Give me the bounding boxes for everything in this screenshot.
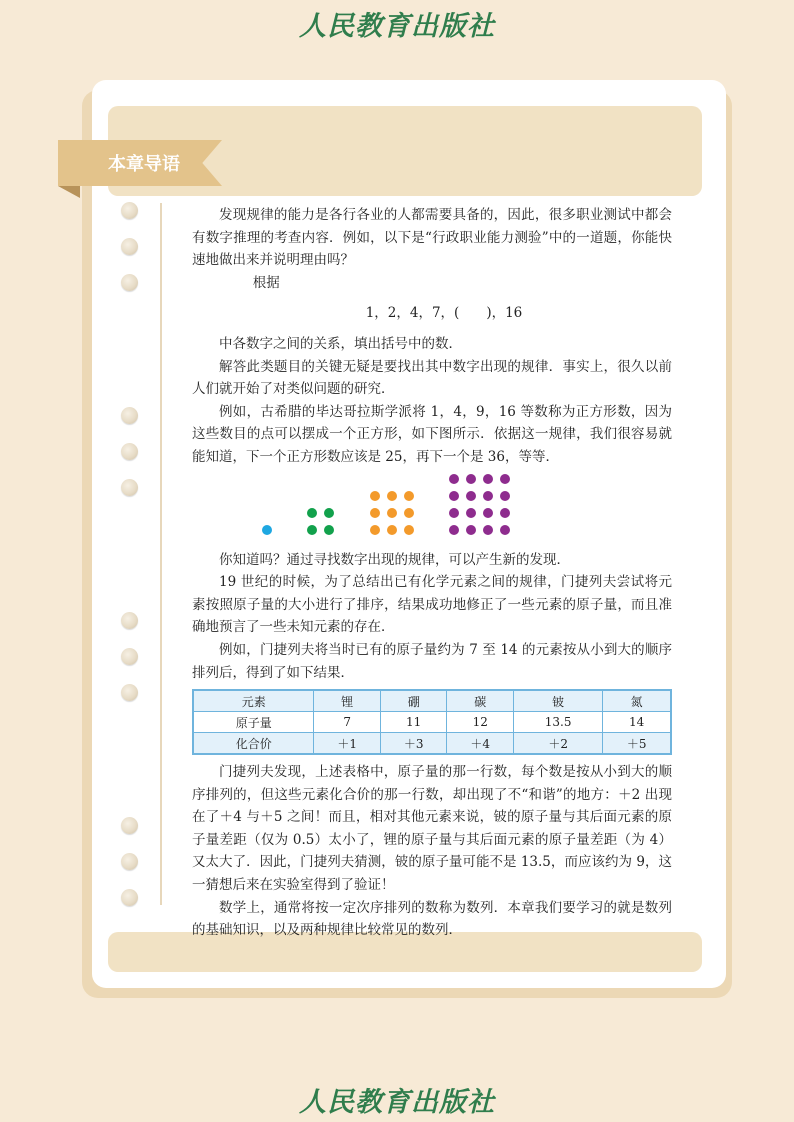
square-dot — [449, 491, 459, 501]
square-dot — [466, 474, 476, 484]
square-dot — [370, 491, 380, 501]
paragraph: 发现规律的能力是各行各业的人都需要具备的，因此，很多职业测试中都会有数字推理的考查内容．例如，以下是“行政职业能力测验”中的一道题，你能快速地做出来并说明理由吗？ — [192, 207, 672, 269]
number-sequence: 1，2，4，7，( )，16 — [365, 305, 523, 322]
square-dot — [370, 525, 380, 535]
square-dot — [466, 525, 476, 535]
square-dot — [370, 508, 380, 518]
square-dot — [324, 525, 334, 535]
square-dot — [324, 508, 334, 518]
binder-hole — [121, 612, 138, 629]
square-dot — [449, 474, 459, 484]
table-cell: ＋2 — [513, 733, 602, 755]
table-cell: 锂 — [314, 690, 381, 712]
paragraph: 19 世纪的时候，为了总结出已有化学元素之间的规律，门捷列夫尝试将元素按照原子量的大小进行了排序，结果成功地修正了一些元素的原子量，而且准确地预言了一些未知元素的存在． — [192, 574, 672, 636]
table-row — [193, 712, 671, 733]
table-cell: 铍 — [513, 690, 602, 712]
table-cell: 7 — [314, 712, 381, 733]
square-dot — [404, 525, 414, 535]
binder-hole — [121, 853, 138, 870]
margin-line — [160, 203, 162, 905]
table-cell: 硼 — [380, 690, 447, 712]
binder-hole — [121, 202, 138, 219]
square-dot — [404, 508, 414, 518]
square-dot — [500, 508, 510, 518]
paragraph: 门捷列夫发现，上述表格中，原子量的那一行数，每个数是按从小到大的顺序排列的，但这些元素化合价的那一行数，却出现了不“和谐”的地方：＋2 出现在了＋4 与＋5 之间！而且，相对其他元素来说，铍的原子量与其后面元素的原子量差距（仅为 0.5）太小了，锂的原子量与其后面元素的原子量差距（为 4）又太大了．因此，门捷列夫猜测，铍的原子量可能不是 13.5，而应该约为 9，这一猜想后来在实验室得到了验证！ — [192, 764, 672, 894]
square-dot — [449, 525, 459, 535]
chapter-intro-text — [192, 204, 672, 942]
paragraph: 数学上，通常将按一定次序排列的数称为数列．本章我们要学习的就是数列的基础知识，以及两种规律比较常见的数列． — [192, 899, 672, 939]
square-dot — [483, 491, 493, 501]
square-dot — [404, 491, 414, 501]
table-cell: 14 — [603, 712, 671, 733]
paragraph: 中各数字之间的关系，填出括号中的数． — [219, 335, 462, 352]
table-cell: ＋1 — [314, 733, 381, 755]
table-cell: 化合价 — [193, 733, 314, 755]
square-number-figure — [192, 477, 672, 545]
paragraph: 例如，门捷列夫将当时已有的原子量约为 7 至 14 的元素按从小到大的顺序排列后，得到了如下结果． — [192, 641, 672, 681]
binder-hole — [121, 443, 138, 460]
table-cell: 氮 — [603, 690, 671, 712]
square-dot — [262, 525, 272, 535]
square-dot — [307, 508, 317, 518]
table-row — [193, 690, 671, 712]
table-cell: 12 — [447, 712, 514, 733]
paragraph: 你知道吗？通过寻找数字出现的规律，可以产生新的发现． — [219, 551, 570, 568]
paragraph: 解答此类题目的关键无疑是要找出其中数字出现的规律．事实上，很久以前人们就开始了对类似问题的研究． — [192, 358, 672, 398]
square-dot — [387, 508, 397, 518]
binder-hole — [121, 889, 138, 906]
square-dot — [500, 491, 510, 501]
element-table — [192, 689, 672, 755]
publisher-logo-top: 人民教育出版社 — [299, 11, 495, 42]
square-dot — [307, 525, 317, 535]
table-cell: 13.5 — [513, 712, 602, 733]
square-dot — [387, 491, 397, 501]
square-dot — [500, 525, 510, 535]
square-dot — [466, 491, 476, 501]
table-row — [193, 733, 671, 755]
table-cell: 元素 — [193, 690, 314, 712]
paragraph: 根据 — [252, 274, 280, 291]
binder-hole — [121, 817, 138, 834]
square-dot — [466, 508, 476, 518]
square-dot — [500, 474, 510, 484]
paragraph: 例如，古希腊的毕达哥拉斯学派将 1，4，9，16 等数称为正方形数，因为这些数目的点可以摆成一个正方形，如下图所示．依据这一规律，我们很容易就能知道，下一个正方形数应该是 25，再下一个是 36，等等． — [192, 403, 672, 465]
binder-hole — [121, 684, 138, 701]
publisher-logo-bottom: 人民教育出版社 — [299, 1087, 495, 1118]
square-dot — [387, 525, 397, 535]
table-cell: 原子量 — [193, 712, 314, 733]
binder-hole — [121, 407, 138, 424]
table-cell: ＋5 — [603, 733, 671, 755]
binder-hole — [121, 479, 138, 496]
table-cell: 碳 — [447, 690, 514, 712]
square-dot — [483, 525, 493, 535]
binder-hole — [121, 274, 138, 291]
square-dot — [483, 474, 493, 484]
table-cell: 11 — [380, 712, 447, 733]
binder-hole — [121, 648, 138, 665]
table-cell: ＋3 — [380, 733, 447, 755]
square-dot — [449, 508, 459, 518]
square-dot — [483, 508, 493, 518]
binder-hole — [121, 238, 138, 255]
chapter-label: 本章导语 — [108, 154, 180, 175]
ribbon-fold — [58, 186, 80, 198]
table-cell: ＋4 — [447, 733, 514, 755]
